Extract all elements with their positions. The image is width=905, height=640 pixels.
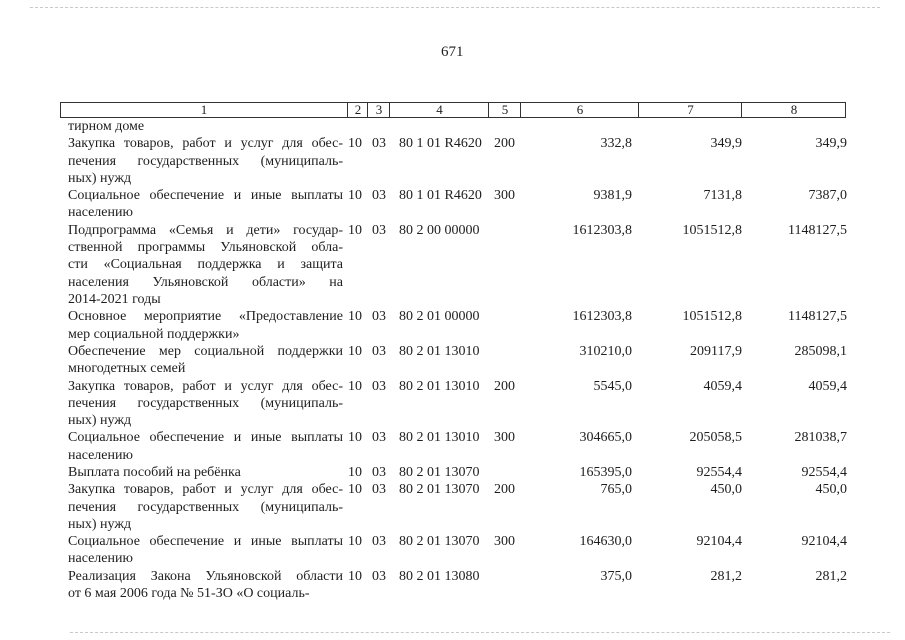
header-col-1: 1 <box>200 102 208 117</box>
value-col-8: 349,9 <box>815 136 847 152</box>
expense-type-code: 300 <box>494 534 515 550</box>
row-name-line: 2014-2021 годы <box>68 291 161 307</box>
section-code: 10 <box>348 568 362 584</box>
subsection-code: 03 <box>372 188 386 204</box>
value-col-6: 765,0 <box>600 482 632 498</box>
row-name-line: сти «Социальная поддержка и защита <box>68 257 343 273</box>
value-col-7: 209117,9 <box>690 343 742 359</box>
value-col-8: 92554,4 <box>801 465 847 480</box>
expense-type-code: 200 <box>494 136 515 152</box>
value-col-7: 92104,4 <box>696 534 742 550</box>
value-col-6: 1612303,8 <box>572 309 632 325</box>
target-article-code: 80 2 01 13010 <box>399 378 480 394</box>
row-name-line: от 6 мая 2006 года № 51-ЗО «О социаль- <box>68 586 310 602</box>
row-name <box>68 222 343 308</box>
row-name-line: ных) нужд <box>68 170 132 186</box>
row-name-line: Закупка товаров, работ и услуг для обес- <box>68 136 343 152</box>
target-article-code: 80 2 01 13070 <box>399 534 480 550</box>
row-name-line: Подпрограмма «Семья и дети» государ- <box>68 222 343 238</box>
value-col-8: 281038,7 <box>794 430 847 446</box>
value-col-8: 1148127,5 <box>788 309 847 325</box>
target-article-code: 80 1 01 R4620 <box>399 188 482 204</box>
row-name <box>68 533 343 568</box>
target-article-code: 80 2 01 13070 <box>399 482 480 498</box>
target-article-code: 80 2 00 00000 <box>399 222 480 238</box>
row-name-line: печения государственных (муниципаль- <box>68 499 343 515</box>
scan-edge-bottom <box>70 632 890 634</box>
expense-type-code: 200 <box>494 378 515 394</box>
header-col-6: 6 <box>520 103 639 117</box>
row-name <box>68 481 343 533</box>
row-name <box>68 429 343 464</box>
header-col-8: 8 <box>741 103 846 117</box>
row-name-line: тирном доме <box>68 119 145 134</box>
row-name <box>68 343 343 378</box>
subsection-code: 03 <box>372 568 386 584</box>
row-name-line: печения государственных (муниципаль- <box>68 395 343 411</box>
row-name-line: печения государственных (муниципаль- <box>68 153 343 169</box>
row-name-line: Основное мероприятие «Предоставление <box>68 309 343 325</box>
target-article-code: 80 2 01 00000 <box>399 309 480 325</box>
value-col-7: 205058,5 <box>689 430 742 446</box>
row-name-line: Социальное обеспечение и иные выплаты <box>68 534 343 550</box>
value-col-7: 1051512,8 <box>682 222 742 238</box>
subsection-code: 03 <box>372 534 386 550</box>
value-col-6: 165395,0 <box>579 465 632 480</box>
page-number: 671 <box>441 44 464 60</box>
subsection-code: 03 <box>372 343 386 359</box>
scan-edge-top <box>30 7 880 9</box>
value-col-6: 5545,0 <box>593 378 632 394</box>
value-col-7: 7131,8 <box>703 188 742 204</box>
row-name-line: Выплата пособий на ребёнка <box>68 465 241 480</box>
section-code: 10 <box>348 482 362 498</box>
value-col-8: 281,2 <box>815 568 847 584</box>
section-code: 10 <box>348 343 362 359</box>
target-article-code: 80 2 01 13070 <box>399 465 480 480</box>
value-col-7: 450,0 <box>710 482 742 498</box>
header-col-2: 2 <box>347 103 368 117</box>
section-code: 10 <box>348 465 362 480</box>
value-col-6: 332,8 <box>600 136 632 152</box>
row-name-line: населению <box>68 205 133 221</box>
row-name <box>68 308 343 343</box>
row-name-line: Обеспечение мер социальной поддержки <box>68 343 343 359</box>
subsection-code: 03 <box>372 309 386 325</box>
value-col-8: 1148127,5 <box>788 222 847 238</box>
expense-type-code: 300 <box>494 430 515 446</box>
expense-type-code: 300 <box>494 188 515 204</box>
row-name-line: мер социальной поддержки» <box>68 326 240 342</box>
value-col-8: 4059,4 <box>808 378 847 394</box>
value-col-7: 92554,4 <box>696 465 742 480</box>
expense-type-code: 200 <box>494 482 515 498</box>
subsection-code: 03 <box>372 136 386 152</box>
value-col-7: 281,2 <box>710 568 742 584</box>
value-col-6: 164630,0 <box>579 534 632 550</box>
value-col-8: 7387,0 <box>808 188 847 204</box>
row-name-line: населения Ульяновской области» на <box>68 274 343 290</box>
row-name-line: Социальное обеспечение и иные выплаты <box>68 430 343 446</box>
subsection-code: 03 <box>372 465 386 480</box>
subsection-code: 03 <box>372 378 386 394</box>
value-col-6: 304665,0 <box>579 430 632 446</box>
row-name-line: многодетных семей <box>68 361 186 377</box>
row-name <box>68 118 343 135</box>
header-col-5: 5 <box>488 103 521 117</box>
section-code: 10 <box>348 378 362 394</box>
section-code: 10 <box>348 309 362 325</box>
row-name-line: Социальное обеспечение и иные выплаты <box>68 188 343 204</box>
target-article-code: 80 2 01 13080 <box>399 568 480 584</box>
row-name <box>68 378 343 430</box>
subsection-code: 03 <box>372 222 386 238</box>
value-col-6: 310210,0 <box>579 343 632 359</box>
table-header <box>60 102 846 118</box>
value-col-7: 1051512,8 <box>682 309 742 325</box>
section-code: 10 <box>348 222 362 238</box>
subsection-code: 03 <box>372 430 386 446</box>
value-col-6: 375,0 <box>600 568 632 584</box>
value-col-7: 4059,4 <box>703 378 742 394</box>
row-name-line: Реализация Закона Ульяновской области <box>68 568 343 584</box>
value-col-8: 92104,4 <box>801 534 847 550</box>
row-name-line: ных) нужд <box>68 413 132 429</box>
value-col-8: 450,0 <box>815 482 847 498</box>
value-col-6: 9381,9 <box>593 188 632 204</box>
row-name <box>68 135 343 187</box>
row-name-line: Закупка товаров, работ и услуг для обес- <box>68 482 343 498</box>
section-code: 10 <box>348 430 362 446</box>
row-name <box>68 568 343 603</box>
header-col-7: 7 <box>638 103 742 117</box>
section-code: 10 <box>348 188 362 204</box>
header-col-3: 3 <box>367 103 390 117</box>
value-col-7: 349,9 <box>710 136 742 152</box>
row-name-line: ных) нужд <box>68 516 132 532</box>
target-article-code: 80 2 01 13010 <box>399 343 480 359</box>
section-code: 10 <box>348 534 362 550</box>
header-col-4: 4 <box>389 103 489 117</box>
target-article-code: 80 2 01 13010 <box>399 430 480 446</box>
row-name-line: населению <box>68 551 133 567</box>
value-col-6: 1612303,8 <box>572 222 632 238</box>
target-article-code: 80 1 01 R4620 <box>399 136 482 152</box>
row-name-line: ственной программы Ульяновской обла- <box>68 240 343 256</box>
row-name <box>68 187 343 222</box>
section-code: 10 <box>348 136 362 152</box>
row-name-line: населению <box>68 447 133 463</box>
subsection-code: 03 <box>372 482 386 498</box>
row-name-line: Закупка товаров, работ и услуг для обес- <box>68 378 343 394</box>
value-col-8: 285098,1 <box>794 343 847 359</box>
row-name <box>68 464 343 481</box>
